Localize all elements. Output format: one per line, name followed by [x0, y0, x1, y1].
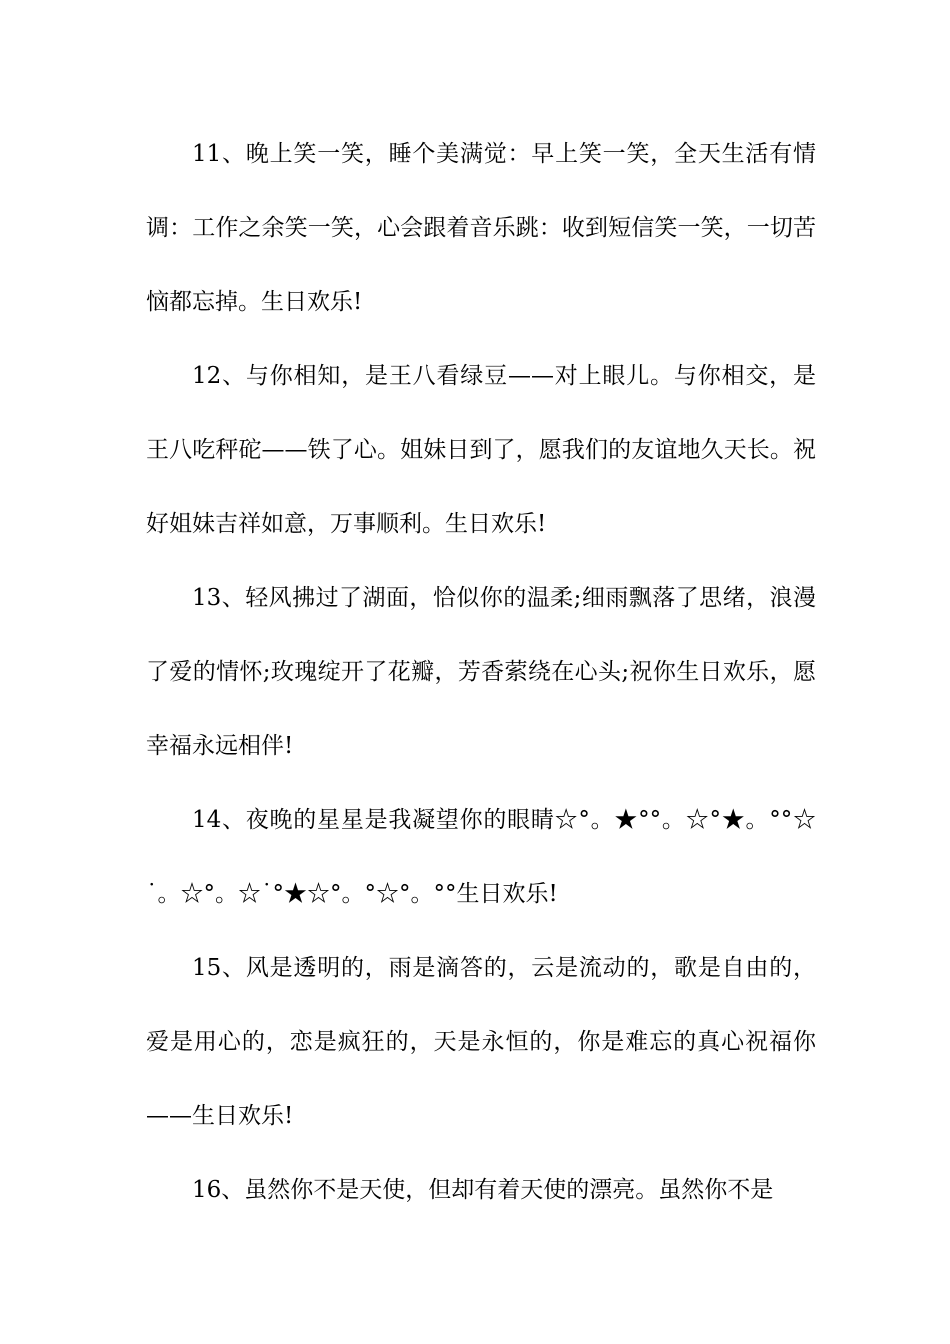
paragraph-15: 15、风是透明的，雨是滴答的，云是流动的，歌是自由的，爱是用心的，恋是疯狂的，天是永恒的，你是难忘的真心祝福你——生日欢乐!: [146, 955, 816, 1129]
paragraph-14: 14、夜晚的星星是我凝望你的眼睛☆°。★°°。☆°★。°°☆˙。☆°。☆˙°★☆°。°☆°。°°生日欢乐!: [146, 807, 816, 907]
paragraph-16: 16、虽然你不是天使，但却有着天使的漂亮。虽然你不是: [192, 1177, 774, 1203]
document-body: [146, 117, 816, 1227]
paragraph-13: 13、轻风拂过了湖面，恰似你的温柔;细雨飘落了思绪，浪漫了爱的情怀;玫瑰绽开了花瓣，芳香萦绕在心头;祝你生日欢乐，愿幸福永远相伴!: [146, 585, 816, 759]
paragraph-11: 11、晚上笑一笑，睡个美满觉：早上笑一笑，全天生活有情调：工作之余笑一笑，心会跟着音乐跳：收到短信笑一笑，一切苦恼都忘掉。生日欢乐!: [146, 141, 816, 315]
paragraph-12: 12、与你相知，是王八看绿豆——对上眼儿。与你相交，是王八吃秤砣——铁了心。姐妹日到了，愿我们的友谊地久天长。祝好姐妹吉祥如意，万事顺利。生日欢乐!: [146, 363, 816, 537]
